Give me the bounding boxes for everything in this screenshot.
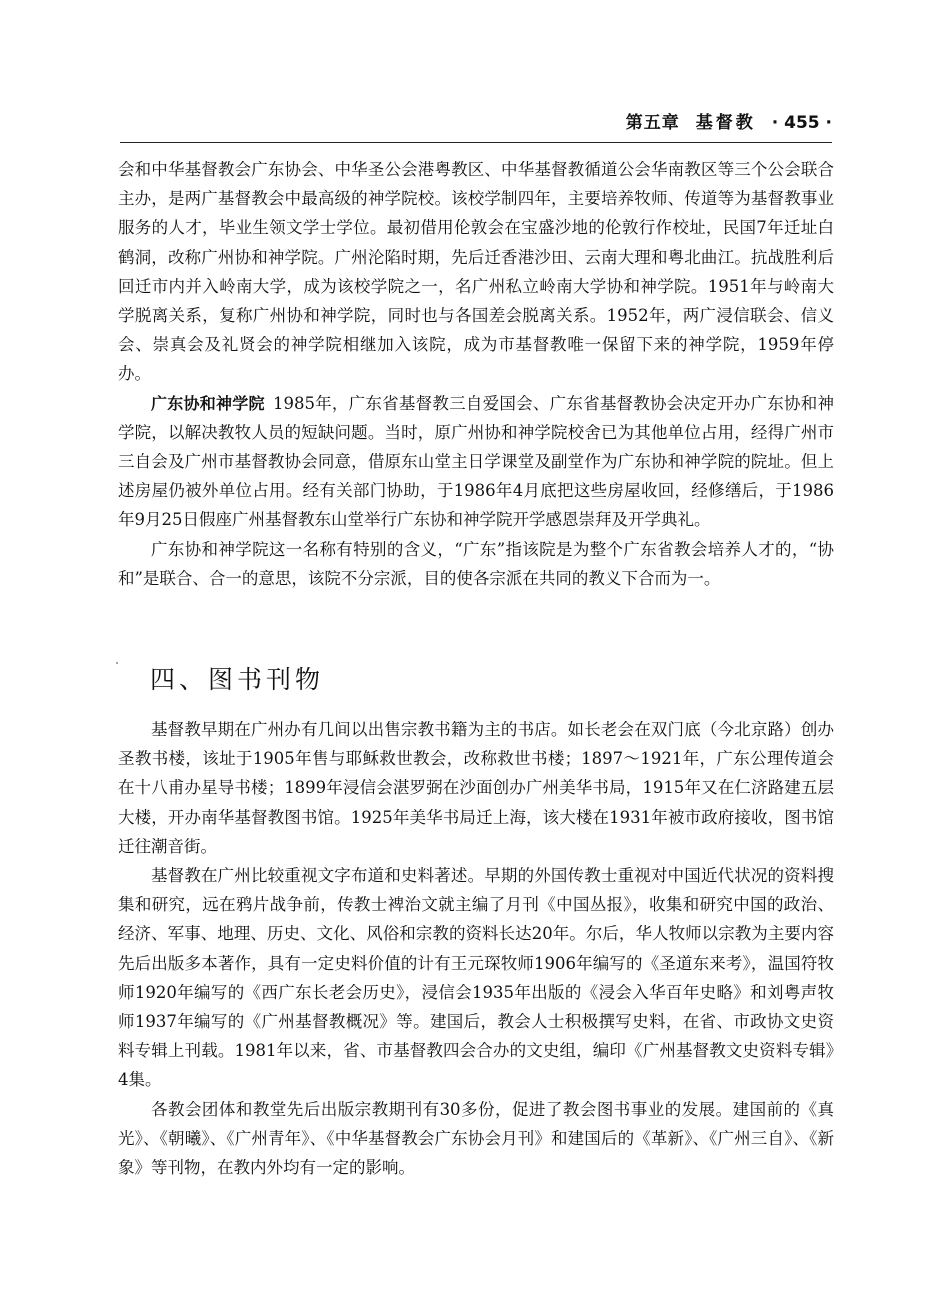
chapter-title: 基督教	[695, 113, 756, 133]
running-header	[120, 108, 832, 143]
section-heading: 四、图书刊物	[150, 665, 325, 694]
paragraph-body: 1985年，广东省基督教三自爱国会、广东省基督教协会决定开办广东协和神学院，以解决教牧人员的短缺问题。当时，原广州协和神学院校舍已为其他单位占用，经得广州市三自会及广州市基督教协会同意，借原东山堂主日学课堂及副堂作为广东协和神学院的院址。但上述房屋仍被外单位占用。经有关部门协助，于1986年4月底把这些房屋收回，经修缮后，于1986年9月25日假座广州基督教东山堂举行广东协和神学院开学感恩崇拜及开学典礼。	[118, 393, 834, 530]
paragraph: 各教会团体和教堂先后出版宗教期刊有30多份，促进了教会图书事业的发展。建国前的《真光》、《朝曦》、《广州青年》、《中华基督教会广东协会月刊》和建国后的《革新》、《广州三自》、《新象》等刊物，在教内外均有一定的影响。	[118, 1099, 834, 1178]
paragraph-title: 广东协和神学院	[151, 393, 265, 413]
page-number: · 455 ·	[771, 113, 832, 133]
paragraph: 基督教早期在广州办有几间以出售宗教书籍为主的书店。如长老会在双门底（今北京路）创办圣教书楼，该址于1905年售与耶稣救世教会，改称救世书楼；1897～1921年，广东公理传道会在十八甫办星导书楼；1899年浸信会湛罗弼在沙面创办广州美华书局，1915年又在仁济路建五层大楼，开办南华基督教图书馆。1925年美华书局迁上海，该大楼在1931年被市政府接收，图书馆迁往潮音街。	[118, 720, 834, 856]
chapter-label: 第五章	[625, 113, 680, 133]
scan-speck	[116, 662, 118, 664]
paragraph: 基督教在广州比较重视文字布道和史料著述。早期的外国传教士重视对中国近代状况的资料搜集和研究，远在鸦片战争前，传教士裨治文就主编了月刊《中国丛报》，收集和研究中国的政治、经济、军事、地理、历史、文化、风俗和宗教的资料长达20年。尔后，华人牧师以宗教为主要内容先后出版多本著作，具有一定史料价值的计有王元琛牧师1906年编写的《圣道东来考》，温国符牧师1920年编写的《西广东长老会历史》，浸信会1935年出版的《浸会入华百年史略》和刘粤声牧师1937年编写的《广州基督教概况》等。建国后，教会人士积极撰写史料，在省、市政协文史资料专辑上刊载。1981年以来，省、市基督教四会合办的文史组，编印《广州基督教文史资料专辑》4集。	[118, 866, 834, 1090]
paragraph: 广东协和神学院这一名称有特别的含义，“广东”指该院是为整个广东省教会培养人才的，“协和”是联合、合一的意思，该院不分宗派，目的使各宗派在共同的教义下合而为一。	[118, 539, 834, 588]
paragraph	[118, 389, 834, 535]
section-text-seminary	[118, 155, 834, 593]
section-text-publications	[118, 715, 834, 1182]
paragraph: 会和中华基督教会广东协会、中华圣公会港粤教区、中华基督教循道公会华南教区等三个公会联合主办，是两广基督教会中最高级的神学院校。该校学制四年，主要培养牧师、传道等为基督教事业服务的人才，毕业生领文学士学位。最初借用伦敦会在宝盛沙地的伦敦行作校址，民国7年迁址白鹤洞，改称广州协和神学院。广州沦陷时期，先后迁香港沙田、云南大理和粤北曲江。抗战胜利后回迁市内并入岭南大学，成为该校学院之一，名广州私立岭南大学协和神学院。1951年与岭南大学脱离关系，复称广州协和神学院，同时也与各国差会脱离关系。1952年，两广浸信联会、信义会、崇真会及礼贤会的神学院相继加入该院，成为市基督教唯一保留下来的神学院，1959年停办。	[118, 160, 834, 384]
